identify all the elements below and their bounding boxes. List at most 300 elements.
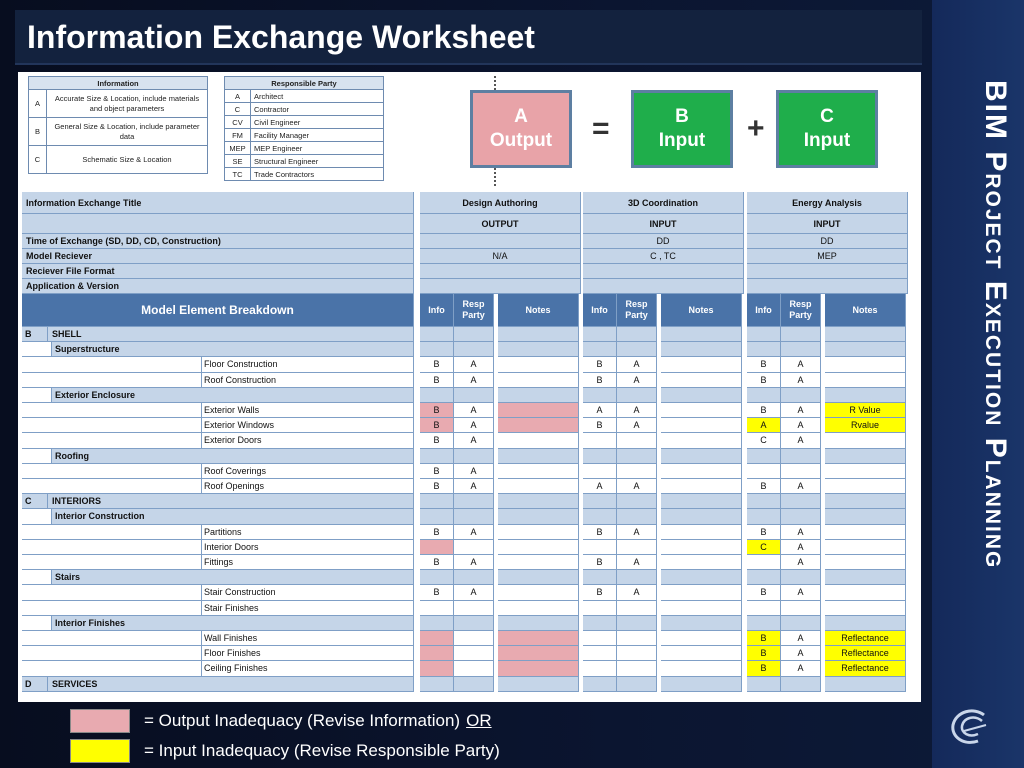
blank-cell <box>825 616 906 631</box>
blank-cell <box>617 342 657 357</box>
element-label: Roof Openings <box>202 479 414 494</box>
cell-notes <box>661 631 742 646</box>
indent-cell <box>22 525 202 540</box>
cell-info: B <box>583 585 617 600</box>
blank-cell <box>498 494 579 509</box>
cell-info: B <box>747 403 781 418</box>
party-key-desc: Facility Manager <box>251 129 384 142</box>
blank-cell <box>825 327 906 342</box>
cell-notes <box>498 646 579 661</box>
cell-notes <box>498 464 579 479</box>
cell-resp: A <box>781 433 821 448</box>
cell-notes <box>661 585 742 600</box>
blank-cell <box>661 616 742 631</box>
legend-or: OR <box>466 711 492 730</box>
cell-notes <box>661 418 742 433</box>
cell-notes <box>498 661 579 676</box>
blank-cell <box>781 616 821 631</box>
cell-info: B <box>747 525 781 540</box>
blank-cell <box>781 449 821 464</box>
receiver-label: Model Reciever <box>22 249 414 264</box>
indent-cell <box>22 373 202 388</box>
blank-cell <box>454 570 494 585</box>
info-key-code: A <box>29 90 47 118</box>
cell-info: B <box>420 357 454 372</box>
col-party-line: Party <box>462 310 485 320</box>
indent-cell <box>22 585 202 600</box>
cell-notes <box>825 525 906 540</box>
indent-cell <box>22 418 202 433</box>
use-name: Energy Analysis <box>747 192 908 214</box>
blank-cell <box>454 449 494 464</box>
info-key-desc: Schematic Size & Location <box>47 146 208 174</box>
cell-notes <box>661 373 742 388</box>
group-label: Exterior Enclosure <box>52 388 414 403</box>
logo-icon <box>948 705 992 749</box>
cell-info <box>747 464 781 479</box>
col-resp-line: Resp <box>625 299 648 310</box>
blank-cell <box>617 494 657 509</box>
table-row <box>22 525 917 540</box>
cell-resp <box>781 601 821 616</box>
cell-info: A <box>747 418 781 433</box>
cell-notes <box>825 585 906 600</box>
indent-cell <box>22 646 202 661</box>
blank-cell <box>747 677 781 692</box>
blank-cell <box>420 449 454 464</box>
cell-resp: A <box>617 418 657 433</box>
cell-info <box>420 540 454 555</box>
blank-cell <box>498 449 579 464</box>
legend-output-text: = Output Inadequacy (Revise Information) <box>144 711 461 730</box>
blank-cell <box>661 388 742 403</box>
indent-cell <box>22 509 52 524</box>
blank-cell <box>747 449 781 464</box>
cell-notes <box>498 373 579 388</box>
blank-cell <box>498 388 579 403</box>
indent-cell <box>22 464 202 479</box>
blank-cell <box>498 570 579 585</box>
blank-cell <box>498 327 579 342</box>
use-application <box>420 279 581 294</box>
element-label: Exterior Windows <box>202 418 414 433</box>
information-key-table <box>28 76 208 174</box>
application-label: Application & Version <box>22 279 414 294</box>
cell-resp: A <box>781 357 821 372</box>
blank-cell <box>454 509 494 524</box>
cell-resp: A <box>781 418 821 433</box>
element-label: Wall Finishes <box>202 631 414 646</box>
cell-info: B <box>583 418 617 433</box>
blank-cell <box>498 616 579 631</box>
party-key-code: MEP <box>225 142 251 155</box>
cell-resp: A <box>617 357 657 372</box>
exchange-title-row <box>22 192 917 214</box>
cell-info: B <box>420 418 454 433</box>
section-label: SERVICES <box>48 677 414 692</box>
blank-cell <box>583 570 617 585</box>
party-key-code: C <box>225 103 251 116</box>
blank-cell <box>420 616 454 631</box>
table-row <box>22 646 917 661</box>
cell-notes <box>825 464 906 479</box>
group-label: Interior Finishes <box>52 616 414 631</box>
cell-resp: A <box>454 464 494 479</box>
blank-cell <box>420 494 454 509</box>
element-label: Roof Construction <box>202 373 414 388</box>
blank-cell <box>781 509 821 524</box>
cell-info <box>420 601 454 616</box>
blank-cell <box>22 214 414 234</box>
use-receiver: C , TC <box>583 249 744 264</box>
indent-cell <box>22 433 202 448</box>
cell-resp <box>617 540 657 555</box>
cell-notes <box>825 373 906 388</box>
col-resp-line: Resp <box>789 299 812 310</box>
cell-notes <box>498 433 579 448</box>
cell-resp <box>617 631 657 646</box>
use-format <box>747 264 908 279</box>
use-time: DD <box>747 234 908 249</box>
element-label: Floor Finishes <box>202 646 414 661</box>
indent-cell <box>22 342 52 357</box>
party-key-code: CV <box>225 116 251 129</box>
cell-info: C <box>747 433 781 448</box>
group-label: Superstructure <box>52 342 414 357</box>
cell-resp: A <box>454 403 494 418</box>
blank-cell <box>825 449 906 464</box>
blank-cell <box>617 616 657 631</box>
table-row <box>22 479 917 494</box>
section-label: SHELL <box>48 327 414 342</box>
cell-resp: A <box>617 555 657 570</box>
cell-info: B <box>420 433 454 448</box>
cell-resp: A <box>781 403 821 418</box>
input-box-b-letter: B <box>675 106 689 128</box>
blank-cell <box>420 570 454 585</box>
blank-cell <box>420 342 454 357</box>
element-label: Exterior Doors <box>202 433 414 448</box>
cell-resp <box>617 601 657 616</box>
blank-cell <box>617 449 657 464</box>
blank-cell <box>781 388 821 403</box>
cell-info: B <box>420 373 454 388</box>
input-box-b <box>631 90 733 168</box>
blank-cell <box>498 509 579 524</box>
cell-resp: A <box>781 631 821 646</box>
blank-cell <box>825 509 906 524</box>
cell-resp <box>454 540 494 555</box>
cell-info <box>420 661 454 676</box>
indent-cell <box>22 661 202 676</box>
time-row <box>22 234 917 249</box>
group-label: Interior Construction <box>52 509 414 524</box>
legend-output-row <box>70 708 492 734</box>
cell-info: B <box>583 357 617 372</box>
col-resp-line: Resp <box>462 299 485 310</box>
cell-info: B <box>747 585 781 600</box>
table-row <box>22 449 917 464</box>
blank-cell <box>617 327 657 342</box>
use-format <box>583 264 744 279</box>
plus-sign: + <box>747 112 765 145</box>
cell-notes <box>661 601 742 616</box>
group-label: Stairs <box>52 570 414 585</box>
blank-cell <box>661 677 742 692</box>
input-box-b-word: Input <box>658 130 706 151</box>
exchange-type-row <box>22 214 917 234</box>
cell-notes <box>661 540 742 555</box>
blank-cell <box>661 449 742 464</box>
element-label: Fittings <box>202 555 414 570</box>
side-title: BIM Project Execution Planning <box>979 80 1012 570</box>
element-label: Roof Coverings <box>202 464 414 479</box>
party-key-code: TC <box>225 168 251 181</box>
input-box-c-word: Input <box>803 130 851 151</box>
col-party-line: Party <box>789 310 812 320</box>
blank-cell <box>420 388 454 403</box>
blank-cell <box>747 327 781 342</box>
blank-cell <box>454 677 494 692</box>
indent-cell <box>22 403 202 418</box>
cell-info: B <box>747 646 781 661</box>
party-key-desc: Civil Engineer <box>251 116 384 129</box>
use-type: INPUT <box>747 214 908 234</box>
receiver-row <box>22 249 917 264</box>
cell-info: B <box>420 525 454 540</box>
element-label: Stair Finishes <box>202 601 414 616</box>
info-key-header: Information <box>29 77 208 90</box>
use-type: INPUT <box>583 214 744 234</box>
cell-resp: A <box>781 479 821 494</box>
cell-info: B <box>583 525 617 540</box>
cell-info: C <box>747 540 781 555</box>
table-row <box>22 555 917 570</box>
cell-info <box>583 661 617 676</box>
cell-resp <box>454 631 494 646</box>
blank-cell <box>498 677 579 692</box>
cell-resp: A <box>454 525 494 540</box>
cell-notes <box>661 357 742 372</box>
blank-cell <box>661 327 742 342</box>
cell-notes <box>661 403 742 418</box>
table-row <box>22 388 917 403</box>
cell-info <box>583 433 617 448</box>
indent-cell <box>22 601 202 616</box>
indent-cell <box>22 570 52 585</box>
indent-cell <box>22 388 52 403</box>
blank-cell <box>583 327 617 342</box>
cell-notes <box>498 403 579 418</box>
party-key-table <box>224 76 384 181</box>
col-notes-header: Notes <box>661 294 742 327</box>
worksheet <box>18 72 921 702</box>
table-row <box>22 585 917 600</box>
cell-info <box>420 646 454 661</box>
cell-resp <box>454 661 494 676</box>
cell-notes <box>661 661 742 676</box>
blank-cell <box>583 342 617 357</box>
use-name: 3D Coordination <box>583 192 744 214</box>
output-box <box>470 90 572 168</box>
cell-notes <box>825 555 906 570</box>
cell-resp: A <box>454 357 494 372</box>
blank-cell <box>583 449 617 464</box>
blank-cell <box>661 509 742 524</box>
use-receiver: N/A <box>420 249 581 264</box>
blank-cell <box>617 570 657 585</box>
info-key-code: C <box>29 146 47 174</box>
party-key-header: Responsible Party <box>225 77 384 90</box>
cell-resp: A <box>781 540 821 555</box>
party-key-desc: Architect <box>251 90 384 103</box>
party-key-desc: MEP Engineer <box>251 142 384 155</box>
cell-info: B <box>747 661 781 676</box>
party-key-desc: Trade Contractors <box>251 168 384 181</box>
indent-cell <box>22 555 202 570</box>
col-info-header: Info <box>420 294 454 327</box>
table-row <box>22 373 917 388</box>
cell-info: B <box>420 555 454 570</box>
section-code: B <box>22 327 48 342</box>
party-key-desc: Contractor <box>251 103 384 116</box>
table-row <box>22 494 917 509</box>
table-row <box>22 418 917 433</box>
blank-cell <box>454 342 494 357</box>
info-key-code: B <box>29 118 47 146</box>
cell-resp: A <box>781 555 821 570</box>
table-row <box>22 357 917 372</box>
cell-resp: A <box>617 585 657 600</box>
cell-resp <box>617 661 657 676</box>
cell-info: B <box>747 357 781 372</box>
blank-cell <box>747 616 781 631</box>
cell-resp <box>617 433 657 448</box>
cell-notes <box>498 585 579 600</box>
blank-cell <box>617 509 657 524</box>
cell-resp: A <box>454 433 494 448</box>
cell-notes <box>498 418 579 433</box>
cell-notes <box>825 357 906 372</box>
title-bar <box>15 10 922 65</box>
blank-cell <box>825 570 906 585</box>
use-time: DD <box>583 234 744 249</box>
cell-info: B <box>583 555 617 570</box>
blank-cell <box>661 342 742 357</box>
cell-resp: A <box>781 585 821 600</box>
table-row <box>22 631 917 646</box>
cell-info: A <box>583 403 617 418</box>
cell-notes <box>661 479 742 494</box>
table-row <box>22 433 917 448</box>
element-label: Exterior Walls <box>202 403 414 418</box>
cell-resp: A <box>617 525 657 540</box>
cell-info: B <box>420 464 454 479</box>
blank-cell <box>825 342 906 357</box>
blank-cell <box>420 509 454 524</box>
blank-cell <box>617 677 657 692</box>
col-info-header: Info <box>747 294 781 327</box>
cell-notes <box>498 631 579 646</box>
cell-notes <box>498 555 579 570</box>
blank-cell <box>583 677 617 692</box>
table-row <box>22 464 917 479</box>
cell-notes <box>825 601 906 616</box>
cell-resp <box>617 646 657 661</box>
cell-notes <box>498 479 579 494</box>
blank-cell <box>747 342 781 357</box>
cell-notes: Reflectance <box>825 661 906 676</box>
exchange-title-label: Information Exchange Title <box>22 192 414 214</box>
side-title-bar <box>932 0 1024 768</box>
application-row <box>22 279 917 294</box>
cell-notes <box>661 555 742 570</box>
cell-resp: A <box>454 418 494 433</box>
cell-notes: R Value <box>825 403 906 418</box>
blank-cell <box>420 677 454 692</box>
blank-cell <box>747 494 781 509</box>
blank-cell <box>747 570 781 585</box>
blank-cell <box>583 616 617 631</box>
cell-notes <box>498 525 579 540</box>
cell-notes <box>661 464 742 479</box>
table-row <box>22 403 917 418</box>
cell-info: B <box>747 479 781 494</box>
cell-info <box>420 631 454 646</box>
cell-info <box>583 631 617 646</box>
party-key-desc: Structural Engineer <box>251 155 384 168</box>
element-label: Interior Doors <box>202 540 414 555</box>
section-label: INTERIORS <box>48 494 414 509</box>
use-time <box>420 234 581 249</box>
blank-cell <box>747 388 781 403</box>
group-label: Roofing <box>52 449 414 464</box>
blank-cell <box>420 327 454 342</box>
legend-pink-swatch <box>70 709 130 733</box>
indent-cell <box>22 631 202 646</box>
key-tables <box>28 76 428 188</box>
indent-cell <box>22 449 52 464</box>
cell-resp: A <box>454 479 494 494</box>
equals-sign: = <box>592 112 610 145</box>
table-row <box>22 601 917 616</box>
file-format-label: Reciever File Format <box>22 264 414 279</box>
cell-info <box>583 464 617 479</box>
blank-cell <box>583 388 617 403</box>
blank-cell <box>454 327 494 342</box>
input-box-c <box>776 90 878 168</box>
cell-info <box>747 555 781 570</box>
breakdown-label: Model Element Breakdown <box>22 294 414 327</box>
col-party-line: Party <box>625 310 648 320</box>
info-key-desc: General Size & Location, include parameter data <box>47 118 208 146</box>
table-row <box>22 661 917 676</box>
cell-notes: Rvalue <box>825 418 906 433</box>
blank-cell <box>661 494 742 509</box>
legend-input-row <box>70 738 500 764</box>
indent-cell <box>22 479 202 494</box>
blank-cell <box>583 509 617 524</box>
cell-notes <box>661 646 742 661</box>
element-label: Ceiling Finishes <box>202 661 414 676</box>
cell-resp: A <box>617 373 657 388</box>
cell-info: B <box>420 479 454 494</box>
cell-notes <box>498 540 579 555</box>
cell-notes: Reflectance <box>825 631 906 646</box>
cell-resp: A <box>781 646 821 661</box>
blank-cell <box>781 327 821 342</box>
party-key-code: SE <box>225 155 251 168</box>
